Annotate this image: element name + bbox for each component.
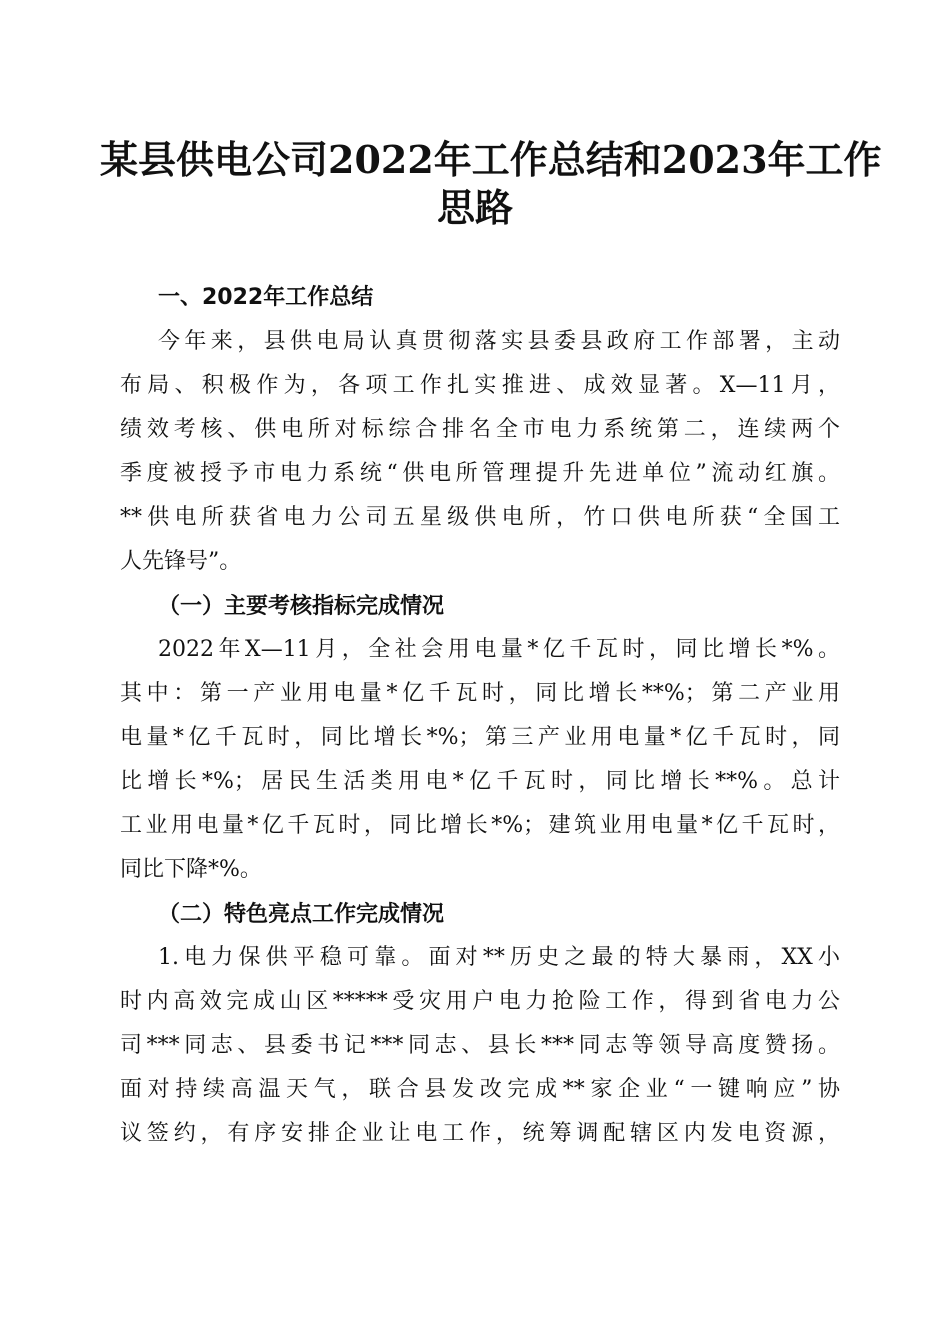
paragraph-line: 同比下降*%。 — [120, 857, 262, 882]
document-title-line-1: 某县供电公司2022年工作总结和2023年工作 — [100, 137, 882, 182]
subheading-main-indicators: （一）主要考核指标完成情况 — [158, 593, 445, 619]
paragraph-line: 绩效考核、供电所对标综合排名全市电力系统第二，连续两个 — [120, 417, 840, 442]
paragraph-line: 司***同志、县委书记***同志、县长***同志等领导高度赞扬。 — [120, 1033, 840, 1058]
paragraph-line: **供电所获省电力公司五星级供电所，竹口供电所获“全国工 — [120, 505, 840, 530]
paragraph-line: 比增长*%；居民生活类用电*亿千瓦时，同比增长**%。总计 — [120, 769, 840, 794]
paragraph-line: 布局、积极作为，各项工作扎实推进、成效显著。X—11月， — [120, 373, 840, 398]
section-heading-2022-summary: 一、2022年工作总结 — [158, 285, 374, 310]
paragraph-line: 面对持续高温天气，联合县发改完成**家企业“一键响应”协 — [120, 1077, 840, 1102]
paragraph-line: 1.电力保供平稳可靠。面对**历史之最的特大暴雨，XX小 — [158, 945, 840, 970]
paragraph-line: 季度被授予市电力系统“供电所管理提升先进单位”流动红旗。 — [120, 461, 840, 486]
paragraph-line: 工业用电量*亿千瓦时，同比增长*%；建筑业用电量*亿千瓦时， — [120, 813, 840, 838]
paragraph-line: 时内高效完成山区*****受灾用户电力抢险工作，得到省电力公 — [120, 989, 840, 1014]
subheading-highlight-work: （二）特色亮点工作完成情况 — [158, 901, 445, 927]
paragraph-line: 电量*亿千瓦时，同比增长*%；第三产业用电量*亿千瓦时，同 — [120, 725, 840, 750]
paragraph-line: 人先锋号”。 — [120, 549, 242, 574]
paragraph-line: 2022年X—11月，全社会用电量*亿千瓦时，同比增长*%。 — [158, 637, 840, 662]
paragraph-line: 今年来，县供电局认真贯彻落实县委县政府工作部署，主动 — [158, 329, 840, 354]
document-title-line-2: 思路 — [436, 185, 513, 230]
paragraph-line: 其中：第一产业用电量*亿千瓦时，同比增长**%；第二产业用 — [120, 681, 840, 706]
paragraph-line: 议签约，有序安排企业让电工作，统筹调配辖区内发电资源， — [120, 1121, 840, 1146]
